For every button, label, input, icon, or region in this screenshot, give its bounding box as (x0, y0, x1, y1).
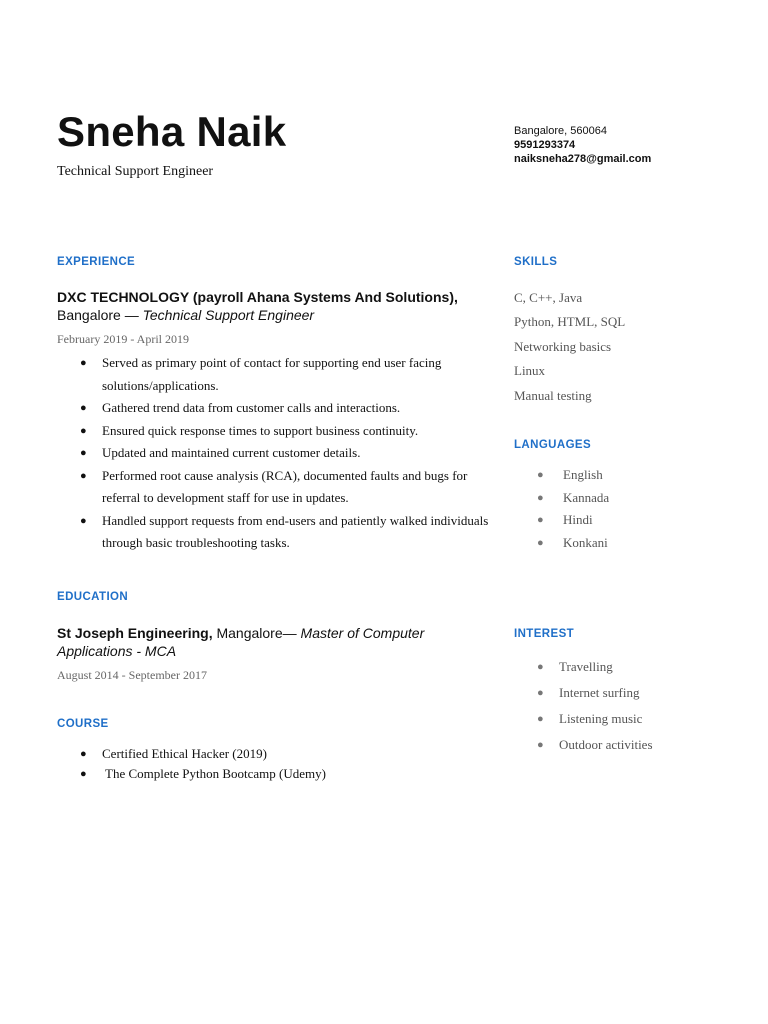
languages-section-title: LANGUAGES (514, 439, 592, 451)
candidate-name: Sneha Naik (57, 108, 287, 155)
experience-bullet-list (80, 352, 500, 555)
list-item: ● Hindi (537, 509, 609, 532)
contact-location: Bangalore, 560064 (514, 125, 607, 137)
skill-item: Linux (514, 363, 546, 379)
skill-item: Networking basics (514, 338, 612, 354)
bullet-icon: ● (537, 514, 544, 526)
bullet-icon: ● (537, 687, 544, 699)
bullet-icon: ● (537, 713, 544, 725)
experience-dates: February 2019 - April 2019 (57, 332, 189, 346)
bullet-icon: ● (537, 536, 544, 549)
bullet-icon: ● (537, 469, 544, 481)
list-item: ● English (537, 464, 609, 487)
contact-phone: 9591293374 (514, 139, 576, 151)
bullet-icon: ● (537, 661, 544, 673)
list-item: ● Served as primary point of contact for supporting end user facing solutions/applications. (80, 352, 500, 397)
course-section-title: COURSE (57, 718, 109, 730)
bullet-icon: ● (80, 402, 87, 414)
education-location: Mangalore— (212, 625, 301, 641)
experience-location: Bangalore — (57, 307, 143, 323)
contact-email: naiksneha278@gmail.com (514, 153, 652, 165)
contact-block (514, 124, 651, 166)
list-item: ● Ensured quick response times to support business continuity. (80, 420, 500, 443)
list-item: ● Outdoor activities (537, 732, 653, 758)
bullet-icon: ● (80, 357, 87, 369)
skill-item: Python, HTML, SQL (514, 314, 626, 330)
list-item: ● Internet surfing (537, 680, 653, 706)
experience-company: DXC TECHNOLOGY (payroll Ahana Systems And Solutions), (57, 289, 458, 305)
bullet-icon: ● (537, 491, 544, 504)
bullet-icon: ● (80, 469, 87, 482)
experience-position: Technical Support Engineer (142, 307, 315, 323)
bullet-icon: ● (80, 748, 87, 760)
list-item: ● Gathered trend data from customer calls and interactions. (80, 397, 500, 420)
experience-heading (57, 288, 477, 324)
skills-section-title: SKILLS (514, 256, 558, 268)
skill-item: Manual testing (514, 387, 592, 403)
candidate-role: Technical Support Engineer (57, 164, 214, 179)
list-item: ● Performed root cause analysis (RCA), documented faults and bugs for referral to development staff for use in updates. (80, 465, 500, 510)
bullet-icon: ● (80, 447, 87, 459)
education-section-title: EDUCATION (57, 591, 129, 603)
languages-list (537, 464, 609, 554)
list-item: ● Updated and maintained current customer details. (80, 442, 500, 465)
skills-list (514, 286, 625, 408)
list-item: ● Konkani (537, 532, 609, 555)
education-dates: August 2014 - September 2017 (57, 668, 207, 682)
education-heading (57, 624, 477, 660)
skill-item: C, C++, Java (514, 290, 583, 305)
list-item: ● The Complete Python Bootcamp (Udemy) (80, 764, 326, 784)
list-item: ● Travelling (537, 654, 653, 680)
bullet-icon: ● (80, 424, 87, 437)
interest-list (537, 654, 653, 758)
list-item: ● Listening music (537, 706, 653, 732)
course-list (80, 744, 326, 784)
education-school: St Joseph Engineering, (57, 625, 213, 641)
list-item: ● Certified Ethical Hacker (2019) (80, 744, 326, 764)
experience-section-title: EXPERIENCE (57, 256, 136, 268)
bullet-icon: ● (80, 768, 87, 780)
bullet-icon: ● (537, 739, 544, 751)
bullet-icon: ● (80, 514, 87, 527)
education-degree: Master of Computer Applications - MCA (57, 625, 425, 659)
list-item: ● Kannada (537, 487, 609, 510)
list-item: ● Handled support requests from end-users and patiently walked individuals through basic troubleshooting tasks. (80, 510, 500, 555)
interest-section-title: INTEREST (514, 628, 575, 640)
